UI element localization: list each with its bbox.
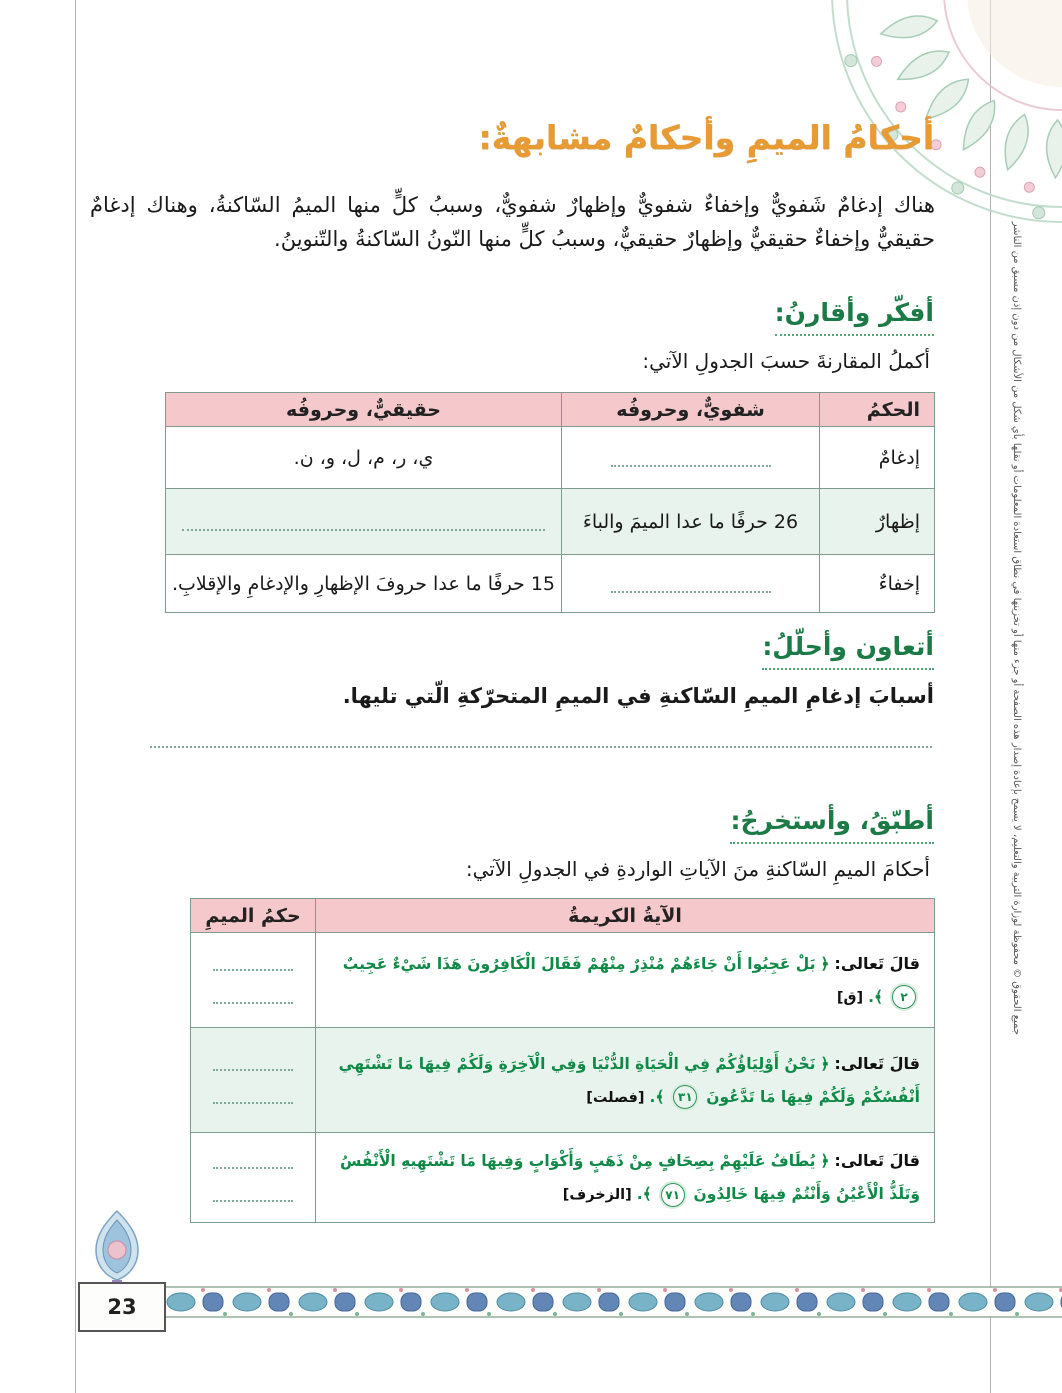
- page-title: أحكامُ الميمِ وأحكامٌ مشابهةٌ:: [478, 118, 934, 157]
- meem-ruling-answer-cell: [191, 933, 316, 1028]
- quran-open-bracket: ﴿: [820, 1152, 830, 1171]
- answer-dotted-line: [213, 989, 293, 1004]
- comparison-table: [165, 392, 935, 613]
- verse-prefix: قالَ تَعالى:: [834, 953, 920, 973]
- quran-close-bracket: ﴾.: [636, 1185, 652, 1204]
- verse-prefix: قالَ تَعالى:: [834, 1151, 920, 1171]
- copyright-notice: جميع الحقوق © محفوظة لوزارة التربية والتعليم، لا يسمح بإعادة إصدار هذه الصفحة أو جزء منها أو تخزينها في نطاق استعادة المعلومات أو نقلها بأي شكل من الأشكال من دون إذن مسبق من الناشر: [1011, 221, 1022, 1035]
- ayah-number-badge: ٣١: [673, 1085, 697, 1109]
- answer-dotted-line: [213, 1056, 293, 1071]
- verses-table-header-row: [191, 899, 935, 933]
- verse-row-zukhruf: [191, 1133, 935, 1223]
- verses-table: [190, 898, 935, 1223]
- page-number: 23: [78, 1282, 166, 1332]
- izhar-haqiqi-answer-cell: [166, 489, 562, 555]
- apply-instruction: أحكامَ الميمِ السّاكنةِ منَ الآياتِ الواردةِ في الجدولِ الآتي:: [465, 857, 930, 881]
- page-frame-left-line: [75, 0, 76, 1393]
- quran-open-bracket: ﴿: [820, 954, 830, 973]
- footer-ornament-band: [163, 1284, 1062, 1320]
- idgham-shafawi-answer-cell: [562, 427, 820, 489]
- verse-cell: [316, 933, 935, 1028]
- quran-close-bracket: ﴾.: [868, 987, 884, 1006]
- table-row-ikhfa: [166, 555, 935, 613]
- ikhfa-haqiqi-letters: 15 حرفًا ما عدا حروفَ الإظهارِ والإدغامِ والإقلابِ.: [166, 555, 562, 613]
- header-meem-ruling: حكمُ الميمِ: [191, 899, 316, 933]
- rule-name: إخفاءٌ: [820, 555, 935, 613]
- surah-reference: [ق]: [836, 989, 864, 1006]
- ikhfa-shafawi-answer-cell: [562, 555, 820, 613]
- quran-close-bracket: ﴾.: [649, 1087, 665, 1106]
- meem-ruling-answer-cell: [191, 1028, 316, 1133]
- header-rule: الحكمُ: [820, 393, 935, 427]
- answer-dotted-line: [213, 1089, 293, 1104]
- header-haqiqi: حقيقيٌّ، وحروفُه: [166, 393, 562, 427]
- quran-verse-text: يُطَافُ عَلَيْهِمْ بِصِحَافٍ مِنْ ذَهَبٍ وَأَكْوَابٍ وَفِيهَا مَا تَشْتَهِيهِ الْأَنْفُسُ وَتَلَذُّ الْأَعْيُنُ وَأَنْتُمْ فِيهَا خَالِدُونَ: [340, 1152, 920, 1204]
- rule-name: إدغامٌ: [820, 427, 935, 489]
- verse-prefix: قالَ تَعالى:: [834, 1053, 920, 1073]
- answer-dotted-line: [213, 1187, 293, 1202]
- verse-cell: [316, 1028, 935, 1133]
- header-shafawi: شفويٌّ، وحروفُه: [562, 393, 820, 427]
- meem-ruling-answer-cell: [191, 1133, 316, 1223]
- table-row-idgham: [166, 427, 935, 489]
- analyze-task: أسبابَ إدغامِ الميمِ السّاكنةِ في الميمِ المتحرّكةِ الّتي تليها.: [342, 684, 934, 708]
- idgham-haqiqi-letters: ي، ر، م، ل، و، ن.: [166, 427, 562, 489]
- quran-verse-text: بَلْ عَجِبُوا أَنْ جَاءَهُمْ مُنْذِرٌ مِنْهُمْ فَقَالَ الْكَافِرُونَ هَذَا شَيْءٌ عَجِيبٌ: [342, 954, 816, 973]
- section-heading-compare: أفكّر وأقارنُ:: [775, 298, 934, 327]
- section-heading-analyze: أتعاون وأحلّلُ:: [762, 632, 934, 661]
- answer-dotted-line: [150, 738, 932, 748]
- quran-open-bracket: ﴿: [820, 1054, 830, 1073]
- tree-ornament: [82, 1208, 152, 1286]
- answer-dotted-line: [213, 1153, 293, 1168]
- header-verse: الآيةُ الكريمةُ: [316, 899, 935, 933]
- section-heading-apply: أطبّقُ، وأستخرجُ:: [730, 806, 934, 835]
- answer-dotted-line: [611, 449, 771, 467]
- izhar-shafawi-letters: 26 حرفًا ما عدا الميمَ والباءَ: [562, 489, 820, 555]
- comparison-table-header-row: [166, 393, 935, 427]
- verse-cell: [316, 1133, 935, 1223]
- intro-paragraph: هناك إدغامٌ شَفويٌّ وإخفاءٌ شفويٌّ وإظهارٌ شفويٌّ، وسببُ كلٍّ منها الميمُ السّاكنةُ، وهناك إدغامٌ حقيقيٌّ وإخفاءٌ حقيقيٌّ وإظهارٌ حقيقيٌّ، وسببُ كلٍّ منها النّونُ السّاكنةُ والتّنوينُ.: [90, 193, 935, 252]
- ayah-number-badge: ٢: [892, 985, 916, 1009]
- verse-row-fussilat: [191, 1028, 935, 1133]
- table-row-izhar: [166, 489, 935, 555]
- answer-dotted-line: [213, 956, 293, 971]
- rule-name: إظهارٌ: [820, 489, 935, 555]
- ayah-number-badge: ٧١: [661, 1183, 685, 1207]
- surah-reference: [الزخرف]: [562, 1187, 632, 1204]
- quran-verse-text: نَحْنُ أَوْلِيَاؤُكُمْ فِي الْحَيَاةِ الدُّنْيَا وَفِي الْآخِرَةِ وَلَكُمْ فِيهَا مَا تَشْتَهِي أَنْفُسُكُمْ وَلَكُمْ فِيهَا مَا تَدَّعُونَ: [338, 1054, 920, 1106]
- answer-dotted-line: [611, 575, 771, 593]
- compare-instruction: أكملُ المقارنةَ حسبَ الجدولِ الآتي:: [642, 349, 930, 373]
- surah-reference: [فصلت]: [586, 1089, 645, 1106]
- answer-dotted-line: [182, 513, 545, 531]
- verse-row-qaf: [191, 933, 935, 1028]
